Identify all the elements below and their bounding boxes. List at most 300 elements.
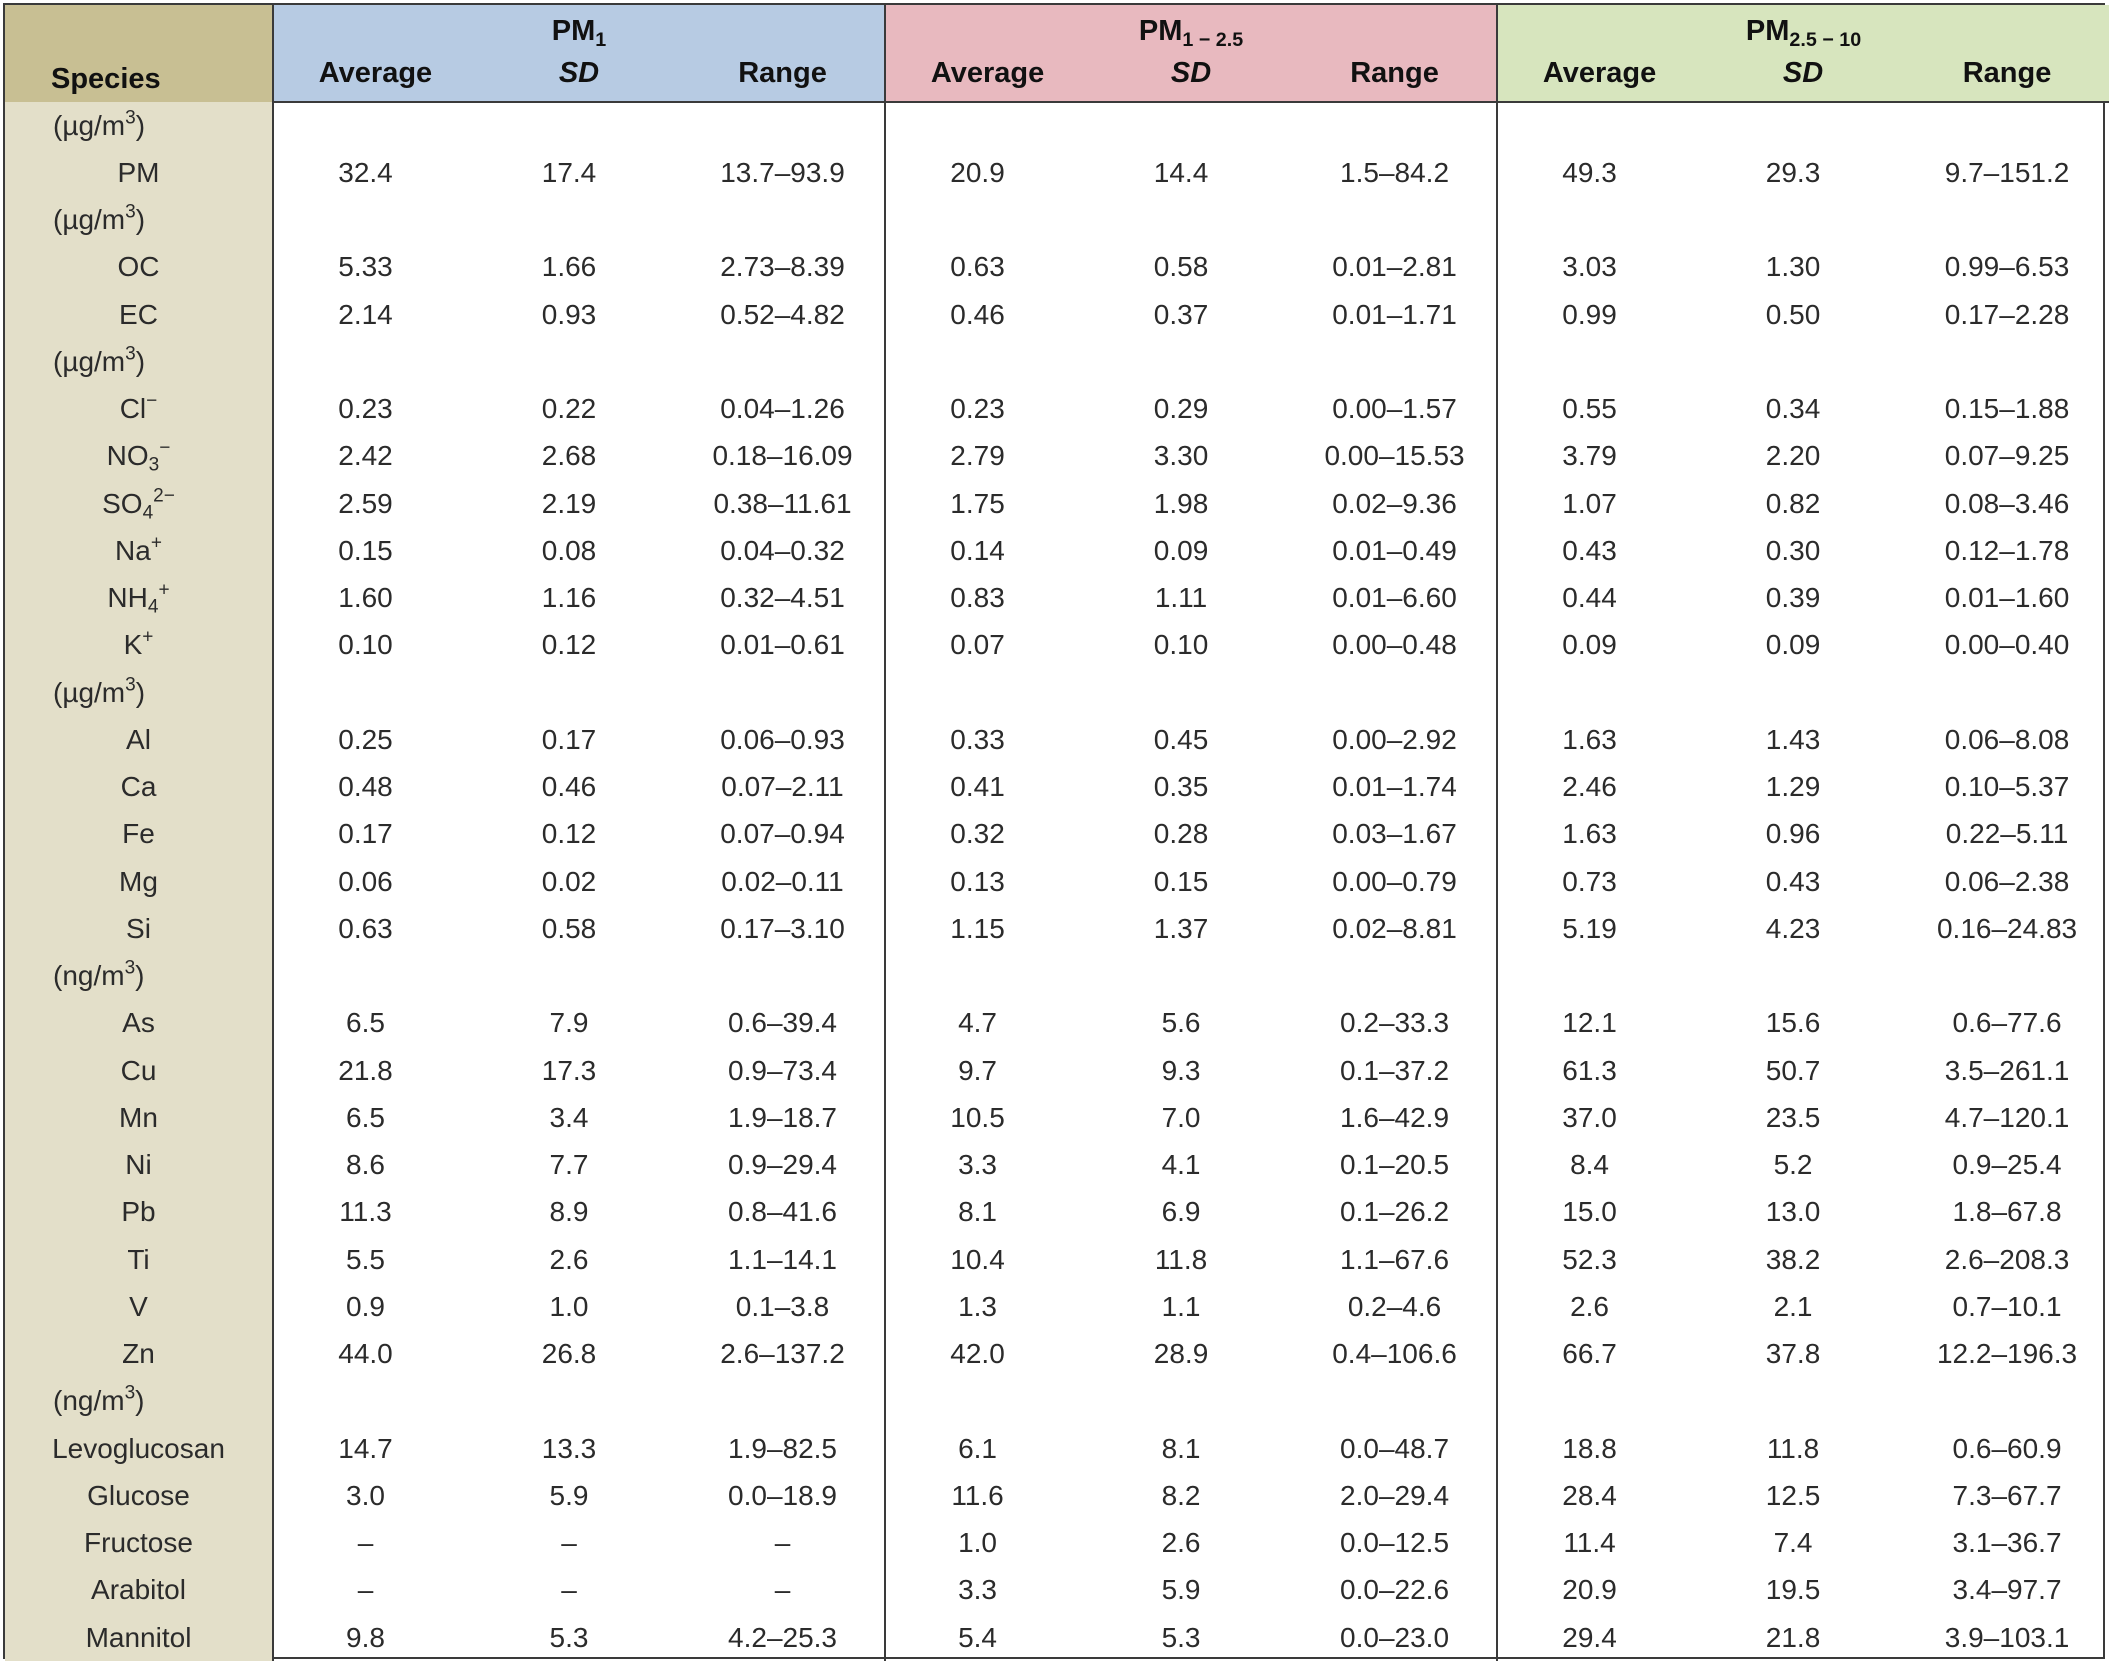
species-name: Pb xyxy=(121,1196,156,1228)
sd-cell: 0.08 xyxy=(541,534,597,566)
average-cell: 0.33 xyxy=(885,716,1089,763)
group-header-pm1-name: PM xyxy=(551,14,596,47)
average-cell: 1.07 xyxy=(1497,480,1701,527)
species-charge: − xyxy=(146,390,158,412)
sd-cell: 4.23 xyxy=(1765,912,1821,944)
species-subscript: 4 xyxy=(147,596,159,618)
sd-cell: 5.6 xyxy=(1161,1007,1201,1039)
sd-cell: 0.50 xyxy=(1765,298,1821,330)
sd-cell: 1.16 xyxy=(541,582,597,614)
species-label xyxy=(5,1520,273,1567)
average-cell: 4.7 xyxy=(885,1000,1089,1047)
empty-cell xyxy=(477,669,681,716)
average-cell: 5.19 xyxy=(1497,905,1701,952)
species-name: K xyxy=(123,629,143,661)
empty-cell xyxy=(885,338,1089,385)
empty-cell xyxy=(273,953,477,1000)
unit-label-exponent: 3 xyxy=(125,201,136,223)
average-cell: 32.4 xyxy=(273,149,477,196)
range-cell: 0.2–4.6 xyxy=(1347,1290,1442,1322)
unit-row xyxy=(5,669,2109,716)
unit-label-exponent: 3 xyxy=(124,957,136,979)
unit-label-text: (µg/m xyxy=(53,676,126,708)
range-cell: 3.5–261.1 xyxy=(1944,1054,2070,1086)
species-name: NO xyxy=(106,440,149,472)
range-cell: 0.04–1.26 xyxy=(720,393,845,425)
sd-cell: 0.39 xyxy=(1765,582,1821,614)
unit-label-close: ) xyxy=(135,960,145,992)
empty-cell xyxy=(477,102,681,149)
empty-cell xyxy=(273,197,477,244)
average-cell: 20.9 xyxy=(885,149,1089,196)
species-charge: 2− xyxy=(153,485,175,507)
species-label xyxy=(5,1189,273,1236)
average-cell: 11.6 xyxy=(885,1472,1089,1519)
species-name: Mg xyxy=(119,865,158,897)
average-cell: 66.7 xyxy=(1497,1331,1701,1378)
empty-cell xyxy=(1905,1378,2109,1425)
unit-row xyxy=(5,197,2109,244)
species-label xyxy=(5,244,273,291)
average-cell: 2.79 xyxy=(885,433,1089,480)
species-concentration-table-frame xyxy=(3,3,2105,1659)
range-cell: 3.1–36.7 xyxy=(1952,1527,2062,1559)
sd-cell: 0.29 xyxy=(1153,393,1209,425)
pm1-2.5-average-header: Average xyxy=(885,57,1089,102)
range-cell: 0.9–73.4 xyxy=(728,1054,838,1086)
average-cell: 3.3 xyxy=(885,1142,1089,1189)
sd-cell: 5.2 xyxy=(1773,1149,1813,1181)
empty-cell xyxy=(273,102,477,149)
sd-cell: 14.4 xyxy=(1153,156,1209,188)
average-cell: 20.9 xyxy=(1497,1567,1701,1614)
average-cell: 0.55 xyxy=(1497,386,1701,433)
sd-cell: 15.6 xyxy=(1765,1007,1821,1039)
sd-cell: 19.5 xyxy=(1765,1574,1821,1606)
species-charge: + xyxy=(158,579,170,601)
average-cell: 1.3 xyxy=(885,1283,1089,1330)
range-cell: 0.06–0.93 xyxy=(720,723,845,755)
average-cell: 42.0 xyxy=(885,1331,1089,1378)
range-cell: 0.01–0.61 xyxy=(720,629,845,661)
range-cell: 1.1–14.1 xyxy=(728,1243,838,1275)
empty-cell xyxy=(477,1378,681,1425)
species-name: Ti xyxy=(127,1243,150,1275)
species-subscript: 4 xyxy=(142,502,154,524)
range-cell: 0.0–22.6 xyxy=(1340,1574,1450,1606)
range-cell: 3.9–103.1 xyxy=(1944,1621,2070,1653)
range-cell: 0.1–37.2 xyxy=(1340,1054,1450,1086)
sd-cell: 2.19 xyxy=(541,487,597,519)
average-cell: 49.3 xyxy=(1497,149,1701,196)
average-cell: 61.3 xyxy=(1497,1047,1701,1094)
species-name: Ca xyxy=(120,771,157,803)
table-row xyxy=(5,291,2109,338)
empty-cell xyxy=(681,338,885,385)
sd-cell: 9.3 xyxy=(1161,1054,1201,1086)
range-cell: 0.1–3.8 xyxy=(735,1290,830,1322)
range-cell: 0.18–16.09 xyxy=(712,440,853,472)
unit-label-exponent: 3 xyxy=(124,1382,136,1404)
range-cell: 0.02–8.81 xyxy=(1332,912,1457,944)
sd-cell: 0.22 xyxy=(541,393,597,425)
pm1-2.5-range-header: Range xyxy=(1293,57,1497,102)
sd-cell: 7.7 xyxy=(549,1149,589,1181)
unit-label xyxy=(5,197,273,244)
empty-cell xyxy=(885,197,1089,244)
range-cell: 0.6–39.4 xyxy=(728,1007,838,1039)
empty-cell xyxy=(885,102,1089,149)
range-cell: 0.16–24.83 xyxy=(1936,912,2078,944)
sd-cell: 0.37 xyxy=(1153,298,1209,330)
group-header-pm1-2.5-sub: 1 − 2.5 xyxy=(1182,28,1244,51)
range-cell: 0.0–23.0 xyxy=(1340,1621,1450,1653)
sd-cell: 13.3 xyxy=(541,1432,597,1464)
empty-cell xyxy=(1497,102,1701,149)
species-name: SO xyxy=(102,487,143,519)
range-cell: 0.00–0.79 xyxy=(1332,865,1457,897)
table-row xyxy=(5,433,2109,480)
range-cell: 0.06–8.08 xyxy=(1944,723,2070,755)
species-label xyxy=(5,1142,273,1189)
unit-label-exponent: 3 xyxy=(125,674,136,696)
empty-cell xyxy=(1701,953,1905,1000)
range-cell: 3.4–97.7 xyxy=(1952,1574,2062,1606)
species-label xyxy=(5,291,273,338)
table-row xyxy=(5,811,2109,858)
range-cell: 0.15–1.88 xyxy=(1944,393,2070,425)
range-cell: 4.7–120.1 xyxy=(1944,1101,2070,1133)
range-cell: 0.99–6.53 xyxy=(1944,251,2070,283)
species-name: OC xyxy=(117,251,160,283)
average-cell: 0.23 xyxy=(885,386,1089,433)
species-label xyxy=(5,1000,273,1047)
sd-cell: 7.4 xyxy=(1773,1527,1813,1559)
sd-cell: 1.37 xyxy=(1153,912,1209,944)
species-label xyxy=(5,622,273,669)
empty-cell xyxy=(1497,338,1701,385)
table-row xyxy=(5,527,2109,574)
species-label xyxy=(5,149,273,196)
range-cell: 0.4–106.6 xyxy=(1332,1338,1457,1370)
species-concentration-table xyxy=(5,5,2109,1661)
sd-cell: 1.66 xyxy=(541,251,597,283)
table-row xyxy=(5,1425,2109,1472)
range-cell: 4.2–25.3 xyxy=(728,1621,838,1653)
sd-cell: 0.34 xyxy=(1765,393,1821,425)
species-label xyxy=(5,764,273,811)
table-row xyxy=(5,1614,2109,1661)
sd-cell: – xyxy=(561,1527,577,1559)
table-row xyxy=(5,764,2109,811)
sd-cell: 13.0 xyxy=(1765,1196,1821,1228)
sd-cell: 0.09 xyxy=(1765,629,1821,661)
average-cell: 0.44 xyxy=(1497,575,1701,622)
species-label xyxy=(5,905,273,952)
empty-cell xyxy=(1905,953,2109,1000)
pm2.5-10-range-header: Range xyxy=(1905,57,2109,102)
average-cell: 0.48 xyxy=(273,764,477,811)
species-name: Levoglucosan xyxy=(52,1432,225,1464)
sd-cell: 0.28 xyxy=(1153,818,1209,850)
empty-cell xyxy=(1293,102,1497,149)
range-cell: 0.01–2.81 xyxy=(1332,251,1457,283)
species-label xyxy=(5,858,273,905)
range-cell: 0.00–15.53 xyxy=(1324,440,1465,472)
range-cell: 0.32–4.51 xyxy=(720,582,845,614)
unit-label-text: (ng/m xyxy=(53,1385,125,1417)
sd-cell: 2.6 xyxy=(549,1243,589,1275)
range-cell: 0.01–1.74 xyxy=(1332,771,1457,803)
table-row xyxy=(5,716,2109,763)
empty-cell xyxy=(1293,197,1497,244)
average-cell: 10.5 xyxy=(885,1094,1089,1141)
range-cell: 0.10–5.37 xyxy=(1944,771,2070,803)
species-charge: + xyxy=(142,626,154,648)
range-cell: 1.9–82.5 xyxy=(728,1432,838,1464)
species-name: PM xyxy=(117,156,160,188)
species-name: Arabitol xyxy=(91,1574,186,1606)
sd-cell: 0.46 xyxy=(541,771,597,803)
range-cell: 1.6–42.9 xyxy=(1340,1101,1450,1133)
range-cell: 13.7–93.9 xyxy=(720,156,845,188)
average-cell: 0.10 xyxy=(273,622,477,669)
pm2.5-10-average-header: Average xyxy=(1497,57,1701,102)
average-cell: 3.0 xyxy=(273,1472,477,1519)
average-cell: 5.4 xyxy=(885,1614,1089,1661)
sd-cell: 2.6 xyxy=(1161,1527,1201,1559)
average-cell: 6.5 xyxy=(273,1000,477,1047)
range-cell: 0.08–3.46 xyxy=(1944,487,2070,519)
average-cell: 14.7 xyxy=(273,1425,477,1472)
unit-row xyxy=(5,1378,2109,1425)
table-row xyxy=(5,622,2109,669)
unit-label-close: ) xyxy=(135,1385,145,1417)
average-cell: 0.99 xyxy=(1497,291,1701,338)
range-cell: 0.02–0.11 xyxy=(721,865,844,897)
average-cell: 0.32 xyxy=(885,811,1089,858)
sd-cell: 0.35 xyxy=(1153,771,1209,803)
average-cell: 3.03 xyxy=(1497,244,1701,291)
sd-cell: 7.0 xyxy=(1161,1101,1201,1133)
average-cell: 0.83 xyxy=(885,575,1089,622)
average-cell: 28.4 xyxy=(1497,1472,1701,1519)
species-name: Zn xyxy=(122,1338,155,1370)
range-cell: 0.03–1.67 xyxy=(1332,818,1457,850)
sd-cell: 0.45 xyxy=(1153,723,1209,755)
range-cell: 1.1–67.6 xyxy=(1340,1243,1450,1275)
range-cell: 0.00–1.57 xyxy=(1332,393,1457,425)
average-cell: 0.07 xyxy=(885,622,1089,669)
average-cell: 9.8 xyxy=(273,1614,477,1661)
range-cell: 1.8–67.8 xyxy=(1952,1196,2062,1228)
table-row xyxy=(5,1142,2109,1189)
sd-cell: 7.9 xyxy=(549,1007,589,1039)
empty-cell xyxy=(885,669,1089,716)
empty-cell xyxy=(885,1378,1089,1425)
average-cell: 29.4 xyxy=(1497,1614,1701,1661)
unit-label-close: ) xyxy=(135,204,146,236)
sd-cell: 28.9 xyxy=(1153,1338,1209,1370)
empty-cell xyxy=(1497,669,1701,716)
unit-label-text: (µg/m xyxy=(53,109,126,141)
average-cell: 11.4 xyxy=(1497,1520,1701,1567)
species-label xyxy=(5,1236,273,1283)
range-cell: 0.9–29.4 xyxy=(728,1149,838,1181)
table-row xyxy=(5,1520,2109,1567)
range-cell: 1.9–18.7 xyxy=(728,1101,838,1133)
average-cell: 0.63 xyxy=(273,905,477,952)
species-name: Na xyxy=(115,534,151,566)
species-label xyxy=(5,527,273,574)
species-name: Mn xyxy=(119,1101,158,1133)
sd-cell: 1.30 xyxy=(1765,251,1821,283)
average-cell: 1.63 xyxy=(1497,716,1701,763)
range-cell: 0.01–1.71 xyxy=(1332,298,1457,330)
unit-label-close: ) xyxy=(135,676,146,708)
average-cell: 0.46 xyxy=(885,291,1089,338)
range-cell: – xyxy=(774,1527,791,1559)
empty-cell xyxy=(1293,338,1497,385)
table-row xyxy=(5,1047,2109,1094)
species-label xyxy=(5,480,273,527)
species-label xyxy=(5,1047,273,1094)
table-row xyxy=(5,1283,2109,1330)
range-cell: 0.2–33.3 xyxy=(1340,1007,1450,1039)
range-cell: 0.17–2.28 xyxy=(1944,298,2070,330)
range-cell: 0.1–20.5 xyxy=(1340,1149,1450,1181)
sd-cell: 8.2 xyxy=(1161,1479,1201,1511)
empty-cell xyxy=(1089,1378,1293,1425)
sd-cell: 1.29 xyxy=(1765,771,1821,803)
average-cell: 10.4 xyxy=(885,1236,1089,1283)
unit-label-text: (µg/m xyxy=(53,345,126,377)
species-label xyxy=(5,716,273,763)
average-cell: 37.0 xyxy=(1497,1094,1701,1141)
average-cell: 5.5 xyxy=(273,1236,477,1283)
average-cell: 2.14 xyxy=(273,291,477,338)
unit-row xyxy=(5,953,2109,1000)
average-cell: – xyxy=(273,1567,477,1614)
range-cell: 9.7–151.2 xyxy=(1944,156,2070,188)
empty-cell xyxy=(1701,1378,1905,1425)
average-cell: 1.60 xyxy=(273,575,477,622)
empty-cell xyxy=(1497,953,1701,1000)
empty-cell xyxy=(1701,197,1905,244)
range-cell: 2.73–8.39 xyxy=(720,251,845,283)
average-cell: 11.3 xyxy=(273,1189,477,1236)
pm2.5-10-sd-header: SD xyxy=(1701,57,1905,102)
table-body xyxy=(5,102,2109,1661)
average-cell: 0.14 xyxy=(885,527,1089,574)
sd-cell: 1.98 xyxy=(1153,487,1209,519)
sd-cell: 6.9 xyxy=(1161,1196,1201,1228)
sd-cell: 26.8 xyxy=(541,1338,597,1370)
sd-cell: 0.96 xyxy=(1765,818,1821,850)
sd-cell: 0.82 xyxy=(1765,487,1821,519)
unit-label xyxy=(5,1378,273,1425)
sd-cell: 2.20 xyxy=(1765,440,1821,472)
average-cell: 18.8 xyxy=(1497,1425,1701,1472)
sd-cell: 1.11 xyxy=(1154,582,1208,614)
empty-cell xyxy=(1701,669,1905,716)
species-name: Si xyxy=(126,912,151,944)
range-cell: 0.1–26.2 xyxy=(1340,1196,1450,1228)
unit-label xyxy=(5,669,273,716)
range-cell: 0.01–6.60 xyxy=(1332,582,1457,614)
species-name: Mannitol xyxy=(85,1621,192,1653)
table-header xyxy=(5,5,2109,102)
average-cell: 0.43 xyxy=(1497,527,1701,574)
sd-cell: 0.43 xyxy=(1765,865,1821,897)
empty-cell xyxy=(1905,338,2109,385)
unit-label xyxy=(5,953,273,1000)
empty-cell xyxy=(1089,953,1293,1000)
sd-cell: 38.2 xyxy=(1765,1243,1821,1275)
pm1-range-header: Range xyxy=(681,57,885,102)
empty-cell xyxy=(1293,953,1497,1000)
empty-cell xyxy=(1701,338,1905,385)
average-cell: 0.73 xyxy=(1497,858,1701,905)
sd-cell: 29.3 xyxy=(1765,156,1821,188)
table-row xyxy=(5,1189,2109,1236)
average-cell: 5.33 xyxy=(273,244,477,291)
empty-cell xyxy=(273,338,477,385)
sd-cell: 0.15 xyxy=(1153,865,1209,897)
range-cell: 7.3–67.7 xyxy=(1952,1479,2062,1511)
sd-cell: 0.58 xyxy=(1153,251,1209,283)
species-name: Fructose xyxy=(84,1527,193,1559)
range-cell: 0.6–60.9 xyxy=(1952,1432,2062,1464)
group-header-pm1 xyxy=(273,5,885,57)
empty-cell xyxy=(1905,102,2109,149)
range-cell: 12.2–196.3 xyxy=(1936,1338,2078,1370)
average-cell: 52.3 xyxy=(1497,1236,1701,1283)
unit-label-exponent: 3 xyxy=(125,343,136,365)
species-label xyxy=(5,433,273,480)
empty-cell xyxy=(477,953,681,1000)
empty-cell xyxy=(1089,102,1293,149)
unit-label-exponent: 3 xyxy=(125,107,136,129)
sd-cell: 8.1 xyxy=(1161,1432,1201,1464)
range-cell: 0.07–9.25 xyxy=(1944,440,2070,472)
sd-cell: 0.30 xyxy=(1765,534,1821,566)
sd-cell: 0.58 xyxy=(541,912,597,944)
average-cell: 12.1 xyxy=(1497,1000,1701,1047)
table-row xyxy=(5,480,2109,527)
average-cell: 44.0 xyxy=(273,1331,477,1378)
sd-cell: 0.09 xyxy=(1153,534,1209,566)
group-header-pm2.5-10 xyxy=(1497,5,2109,57)
species-name: NH xyxy=(107,582,148,614)
table-row xyxy=(5,244,2109,291)
empty-cell xyxy=(681,1378,885,1425)
empty-cell xyxy=(1089,669,1293,716)
range-cell: 0.0–48.7 xyxy=(1340,1432,1450,1464)
average-cell: 6.5 xyxy=(273,1094,477,1141)
sd-cell: 2.68 xyxy=(541,440,597,472)
table-row xyxy=(5,905,2109,952)
range-cell: 0.02–9.36 xyxy=(1332,487,1457,519)
sd-cell: 37.8 xyxy=(1765,1338,1821,1370)
group-header-pm2.5-10-name: PM xyxy=(1745,14,1790,47)
sd-cell: 5.3 xyxy=(549,1621,589,1653)
species-name: Glucose xyxy=(87,1479,190,1511)
sd-cell: 21.8 xyxy=(1765,1621,1821,1653)
range-cell: 0.01–0.49 xyxy=(1332,534,1457,566)
sd-cell: 0.02 xyxy=(541,865,597,897)
range-cell: 0.22–5.11 xyxy=(1945,818,2069,850)
